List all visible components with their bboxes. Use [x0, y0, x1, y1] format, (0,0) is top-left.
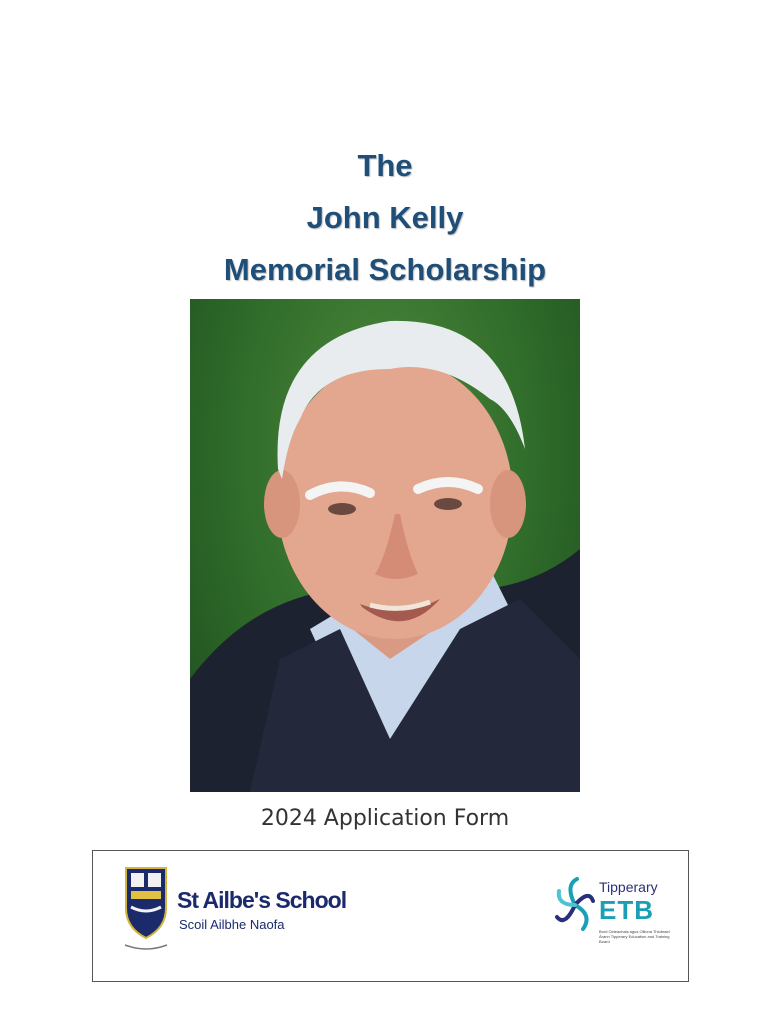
school-name: St Ailbe's School [177, 887, 347, 913]
title-line-1: The [357, 148, 413, 183]
logo-banner [92, 850, 689, 982]
portrait-illustration [190, 299, 580, 792]
school-name-irish: Scoil Ailbhe Naofa [179, 917, 285, 932]
portrait-photo [190, 299, 580, 792]
title-line-2: John Kelly [306, 200, 464, 235]
title-block [0, 140, 770, 296]
etb-name: ETB [599, 895, 654, 925]
etb-county: Tipperary [599, 879, 658, 895]
etb-swirl-icon [555, 875, 595, 935]
school-crest-icon [121, 863, 171, 953]
application-form-subtitle: 2024 Application Form [260, 806, 510, 831]
etb-tagline: Bord Oideachais agus Oiliúna Thiobraid Árann Tipperary Education and Training Board [599, 929, 670, 944]
title-line-3: Memorial Scholarship [223, 252, 547, 287]
